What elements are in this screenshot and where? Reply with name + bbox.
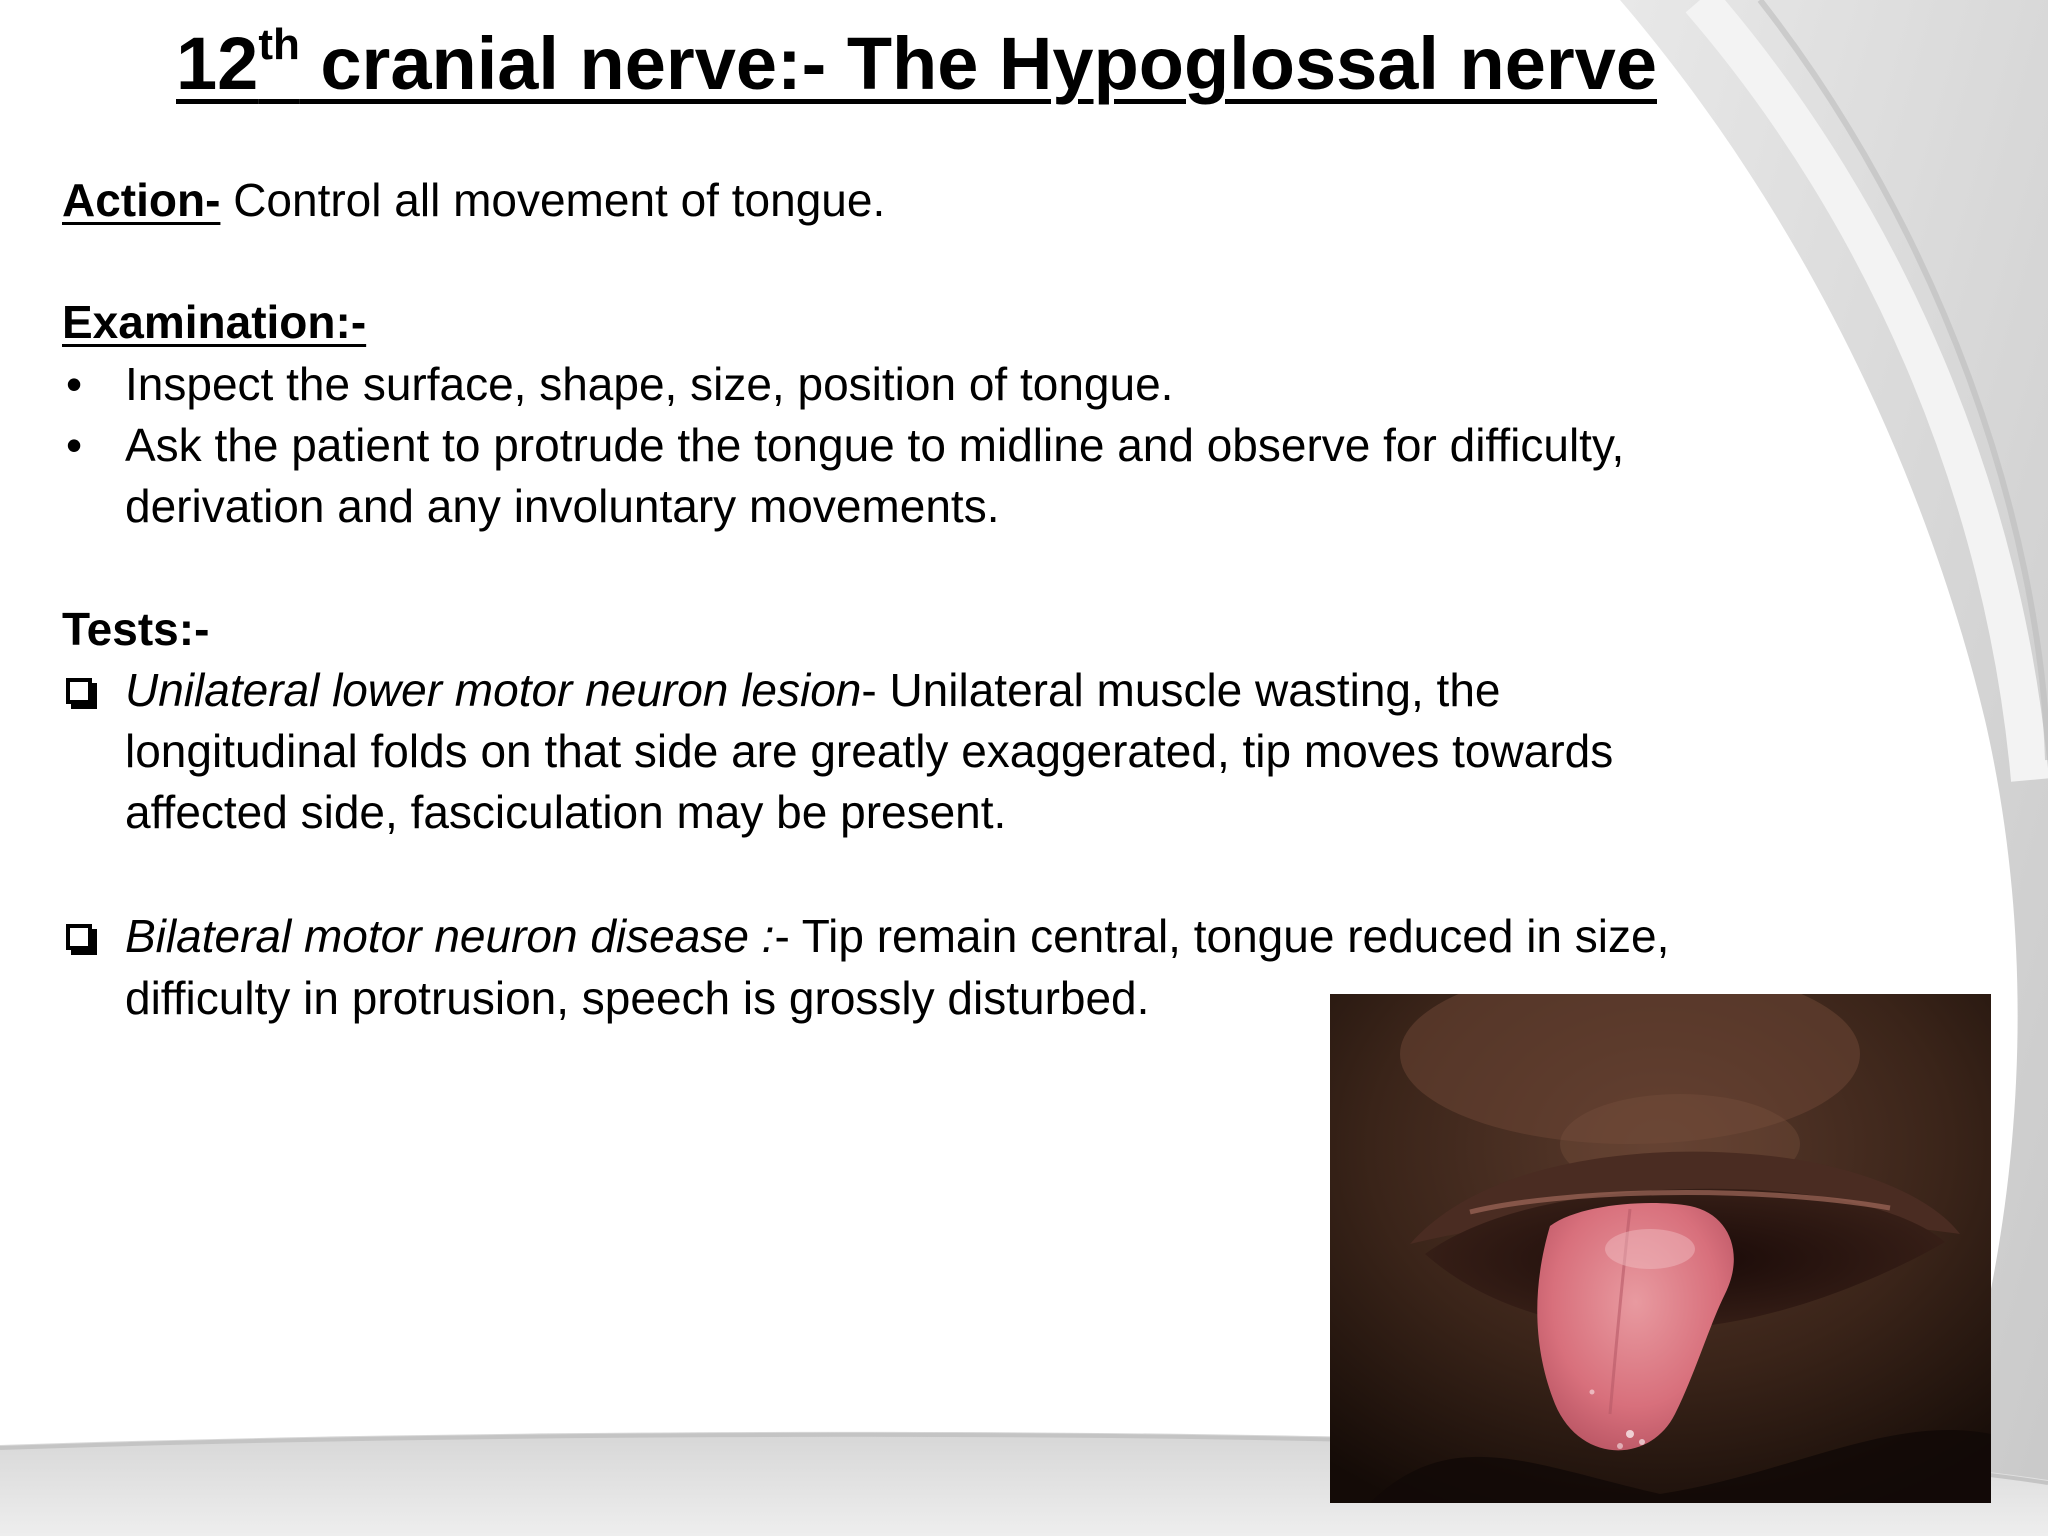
test-item-unilateral [125, 660, 1501, 720]
test-description: - Tip remain central, tongue reduced in size, [774, 910, 1670, 962]
action-label: Action- [62, 174, 221, 226]
bullet-dot-icon: • [66, 358, 83, 410]
examination-item-continuation: derivation and any involuntary movements. [125, 480, 1000, 532]
action-line [62, 170, 885, 230]
test-term: Unilateral lower motor neuron lesion [125, 664, 862, 716]
tongue-deviation-photo [1330, 994, 1991, 1503]
examination-item: Inspect the surface, shape, size, position of tongue. [125, 358, 1174, 410]
test-item-continuation: affected side, fasciculation may be present. [125, 786, 1007, 838]
test-description: - Unilateral muscle wasting, the [861, 664, 1501, 716]
test-item-bilateral [125, 906, 1669, 966]
checkbox-square-icon [66, 924, 92, 950]
title-number: 12 [176, 22, 259, 105]
test-item-continuation: longitudinal folds on that side are greatly exaggerated, tip moves towards [125, 725, 1614, 777]
bullet-dot-icon: • [66, 419, 83, 471]
action-text: Control all movement of tongue. [220, 174, 886, 226]
slide-title [176, 14, 1657, 114]
examination-item: Ask the patient to protrude the tongue to midline and observe for difficulty, [125, 419, 1625, 471]
checkbox-square-icon [66, 678, 92, 704]
title-text: cranial nerve:- The Hypoglossal nerve [299, 22, 1657, 105]
test-item-continuation: difficulty in protrusion, speech is grossly disturbed. [125, 972, 1150, 1024]
examination-heading: Examination:- [62, 296, 367, 348]
title-ordinal-suffix: th [258, 20, 300, 69]
test-term: Bilateral motor neuron disease : [125, 910, 775, 962]
tests-heading: Tests:- [62, 603, 210, 655]
